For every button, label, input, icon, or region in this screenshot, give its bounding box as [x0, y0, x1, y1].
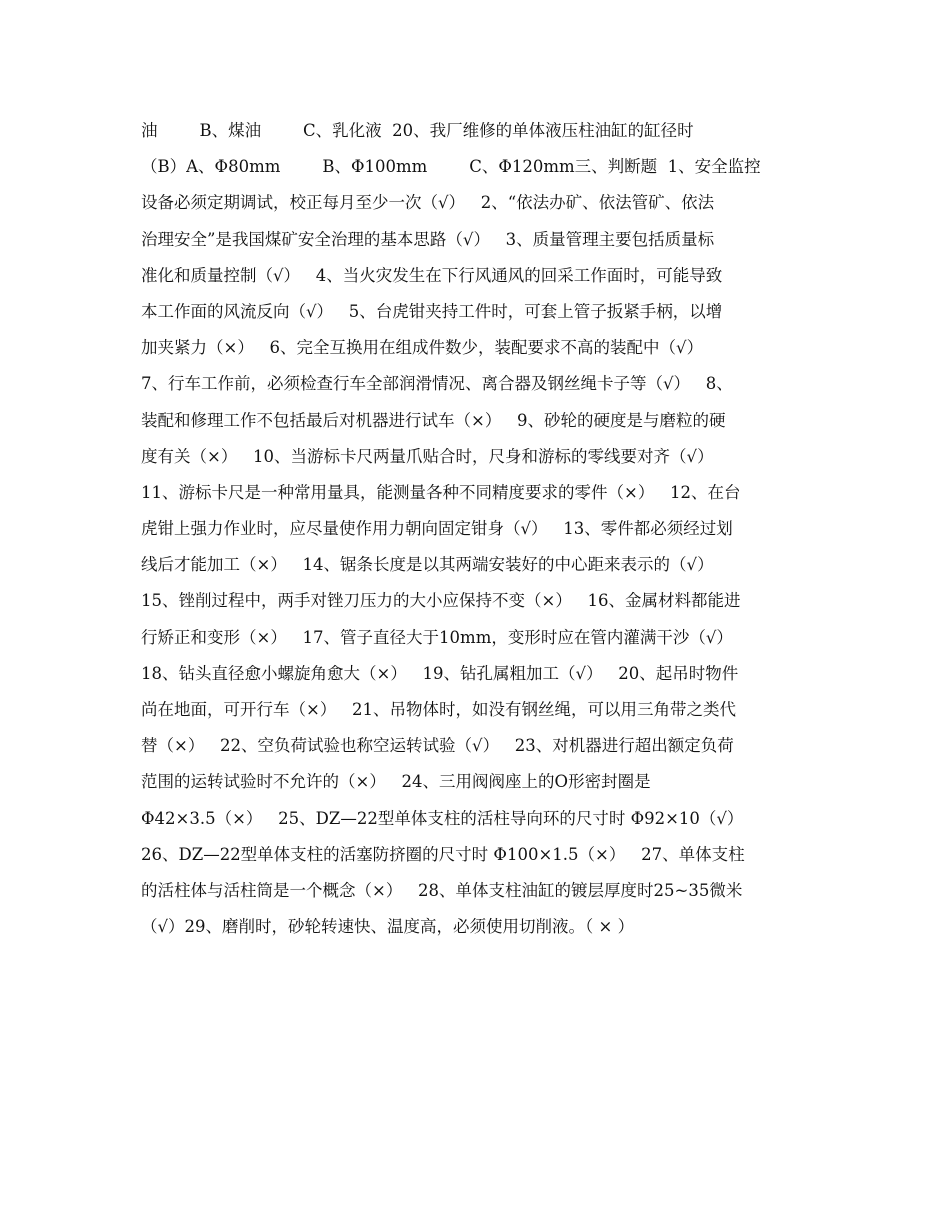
text-line-20: Φ42×3.5（×） 25、DZ—22型单体支柱的活柱导向环的尺寸时 Φ92×10（√）: [141, 808, 744, 828]
text-line-15: 行矫正和变形（×） 17、管子直径大于10mm，变形时应在管内灌满干沙（√）: [141, 627, 733, 647]
text-line-6: 本工作面的风流反向（√） 5、台虎钳夹持工件时，可套上管子扳紧手柄，以增: [141, 301, 723, 321]
text-line-7: 加夹紧力（×） 6、完全互换用在组成件数少，装配要求不高的装配中（√）: [141, 338, 704, 358]
text-line-1: 油 B、煤油 C、乳化液 20、我厂维修的单体液压柱油缸的缸径时: [141, 121, 694, 140]
text-line-16: 18、钻头直径愈小螺旋角愈大（×） 19、钻孔属粗加工（√） 20、起吊时物件: [141, 663, 739, 683]
text-line-11: 11、游标卡尺是一种常用量具，能测量各种不同精度要求的零件（×） 12、在台: [141, 482, 741, 502]
text-line-21: 26、DZ—22型单体支柱的活塞防挤圈的尺寸时 Φ100×1.5（×） 27、单体支柱: [141, 844, 745, 864]
text-line-22: 的活柱体与活柱筒是一个概念（×） 28、单体支柱油缸的镀层厚度时25~35微米: [141, 880, 743, 900]
text-line-3: 设备必须定期调试，校正每月至少一次（√） 2、“依法办矿、依法管矿、依法: [141, 193, 715, 213]
document-body: [141, 113, 816, 945]
text-line-2: （B）A、Φ80mm B、Φ100mm C、Φ120mm三、判断题 1、安全监控: [141, 157, 761, 177]
text-line-13: 线后才能加工（×） 14、锯条长度是以其两端安装好的中心距来表示的（√）: [141, 555, 714, 575]
text-line-23: （√）29、磨削时，砂轮转速快、温度高，必须使用切削液。（ × ）: [141, 917, 635, 937]
text-line-12: 虎钳上强力作业时，应尽量使作用力朝向固定钳身（√） 13、零件都必须经过划: [141, 519, 733, 539]
text-line-18: 替（×） 22、空负荷试验也称空运转试验（√） 23、对机器进行超出额定负荷: [141, 736, 734, 756]
text-line-5: 准化和质量控制（√） 4、当火灾发生在下行风通风的回采工作面时，可能导致: [141, 265, 723, 285]
text-line-17: 尚在地面，可开行车（×） 21、吊物体时，如没有钢丝绳，可以用三角带之类代: [141, 700, 737, 719]
text-line-10: 度有关（×） 10、当游标卡尺两量爪贴合时，尺身和游标的零线要对齐（√）: [141, 446, 714, 466]
text-line-8: 7、行车工作前，必须检查行车全部润滑情况、离合器及钢丝绳卡子等（√） 8、: [141, 374, 733, 394]
text-line-4: 治理安全”是我国煤矿安全治理的基本思路（√） 3、质量管理主要包括质量标: [141, 229, 715, 249]
text-line-19: 范围的运转试验时不允许的（×） 24、三用阀阀座上的O形密封圈是: [141, 772, 651, 792]
text-line-14: 15、锉削过程中，两手对锉刀压力的大小应保持不变（×） 16、金属材料都能进: [141, 591, 741, 611]
text-line-9: 装配和修理工作不包括最后对机器进行试车（×） 9、砂轮的硬度是与磨粒的硬: [141, 410, 726, 430]
